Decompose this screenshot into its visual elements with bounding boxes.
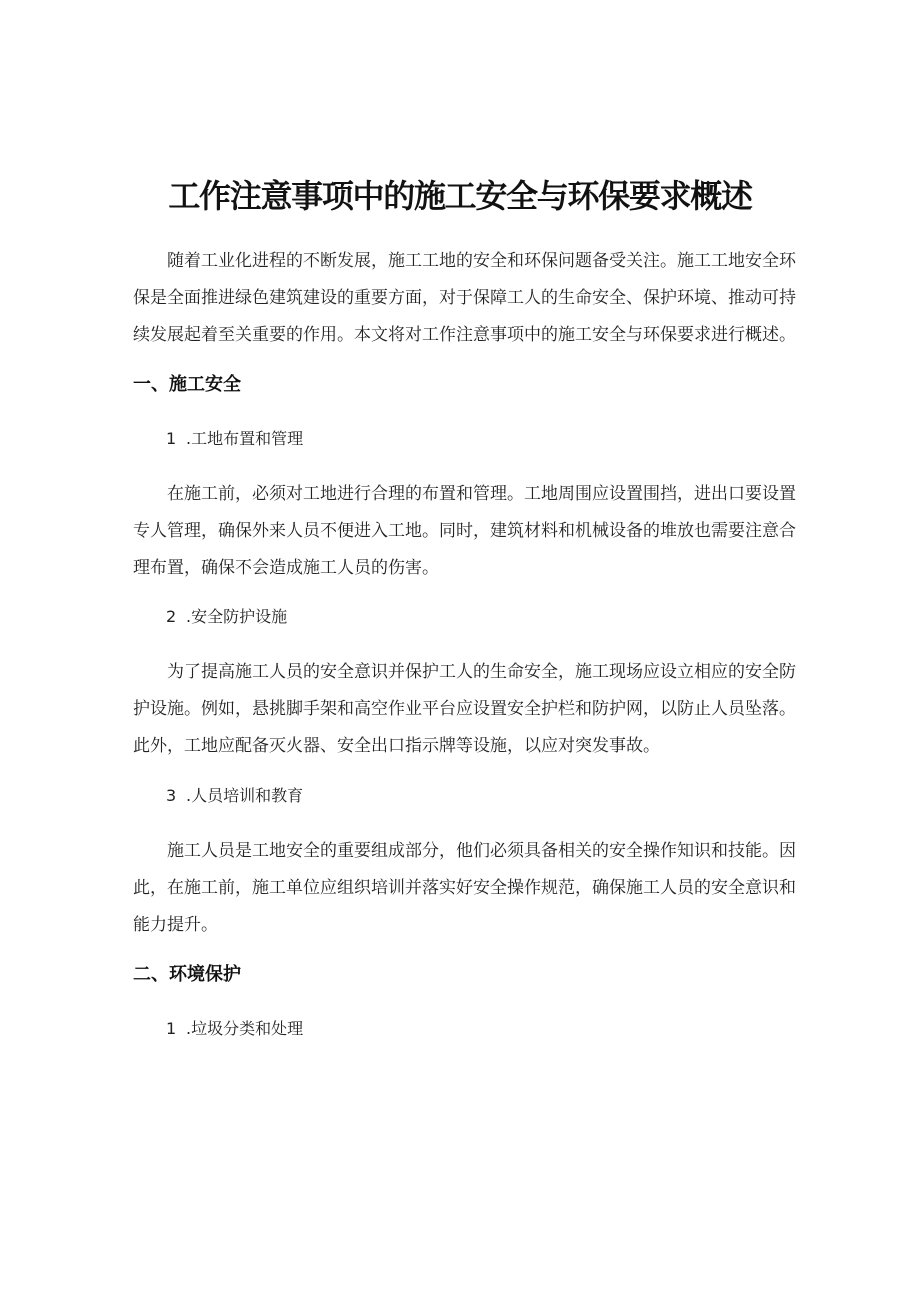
section-heading-environment-protection: 二、环境保护 <box>133 964 241 985</box>
subsection-number: 1 <box>166 429 177 448</box>
subsection-number: 2 <box>166 607 177 626</box>
subsection-body: 为了提高施工人员的安全意识并保护工人的生命安全，施工现场应设立相应的安全防护设施。例如，悬挑脚手架和高空作业平台应设置安全护栏和防护网，以防止人员坠落。此外，工地应配备灭火器、安全出口指示牌等设施，以应对突发事故。 <box>133 662 796 756</box>
subsection-title: .人员培训和教育 <box>186 786 304 805</box>
section-heading-construction-safety: 一、施工安全 <box>133 374 241 395</box>
subsection-heading <box>166 425 303 453</box>
subsection-number: 3 <box>166 786 177 805</box>
subsection-body: 施工人员是工地安全的重要组成部分，他们必须具备相关的安全操作知识和技能。因此，在施工前，施工单位应组织培训并落实好安全操作规范，确保施工人员的安全意识和能力提升。 <box>133 841 796 935</box>
subsection-heading <box>166 1015 303 1043</box>
subsection-title: .安全防护设施 <box>186 607 288 626</box>
subsection-number: 1 <box>166 1019 177 1038</box>
subsection-heading <box>166 782 303 810</box>
subsection-title: .垃圾分类和处理 <box>186 1019 304 1038</box>
subsection-body: 在施工前，必须对工地进行合理的布置和管理。工地周围应设置围挡，进出口要设置专人管理，确保外来人员不便进入工地。同时，建筑材料和机械设备的堆放也需要注意合理布置，确保不会造成施工人员的伤害。 <box>133 484 796 578</box>
subsection-title: .工地布置和管理 <box>186 429 304 448</box>
intro-paragraph: 随着工业化进程的不断发展，施工工地的安全和环保问题备受关注。施工工地安全环保是全面推进绿色建筑建设的重要方面，对于保障工人的生命安全、保护环境、推动可持续发展起着至关重要的作用。本文将对工作注意事项中的施工安全与环保要求进行概述。 <box>133 251 796 345</box>
document-title: 工作注意事项中的施工安全与环保要求概述 <box>168 177 752 215</box>
subsection-heading <box>166 603 287 631</box>
